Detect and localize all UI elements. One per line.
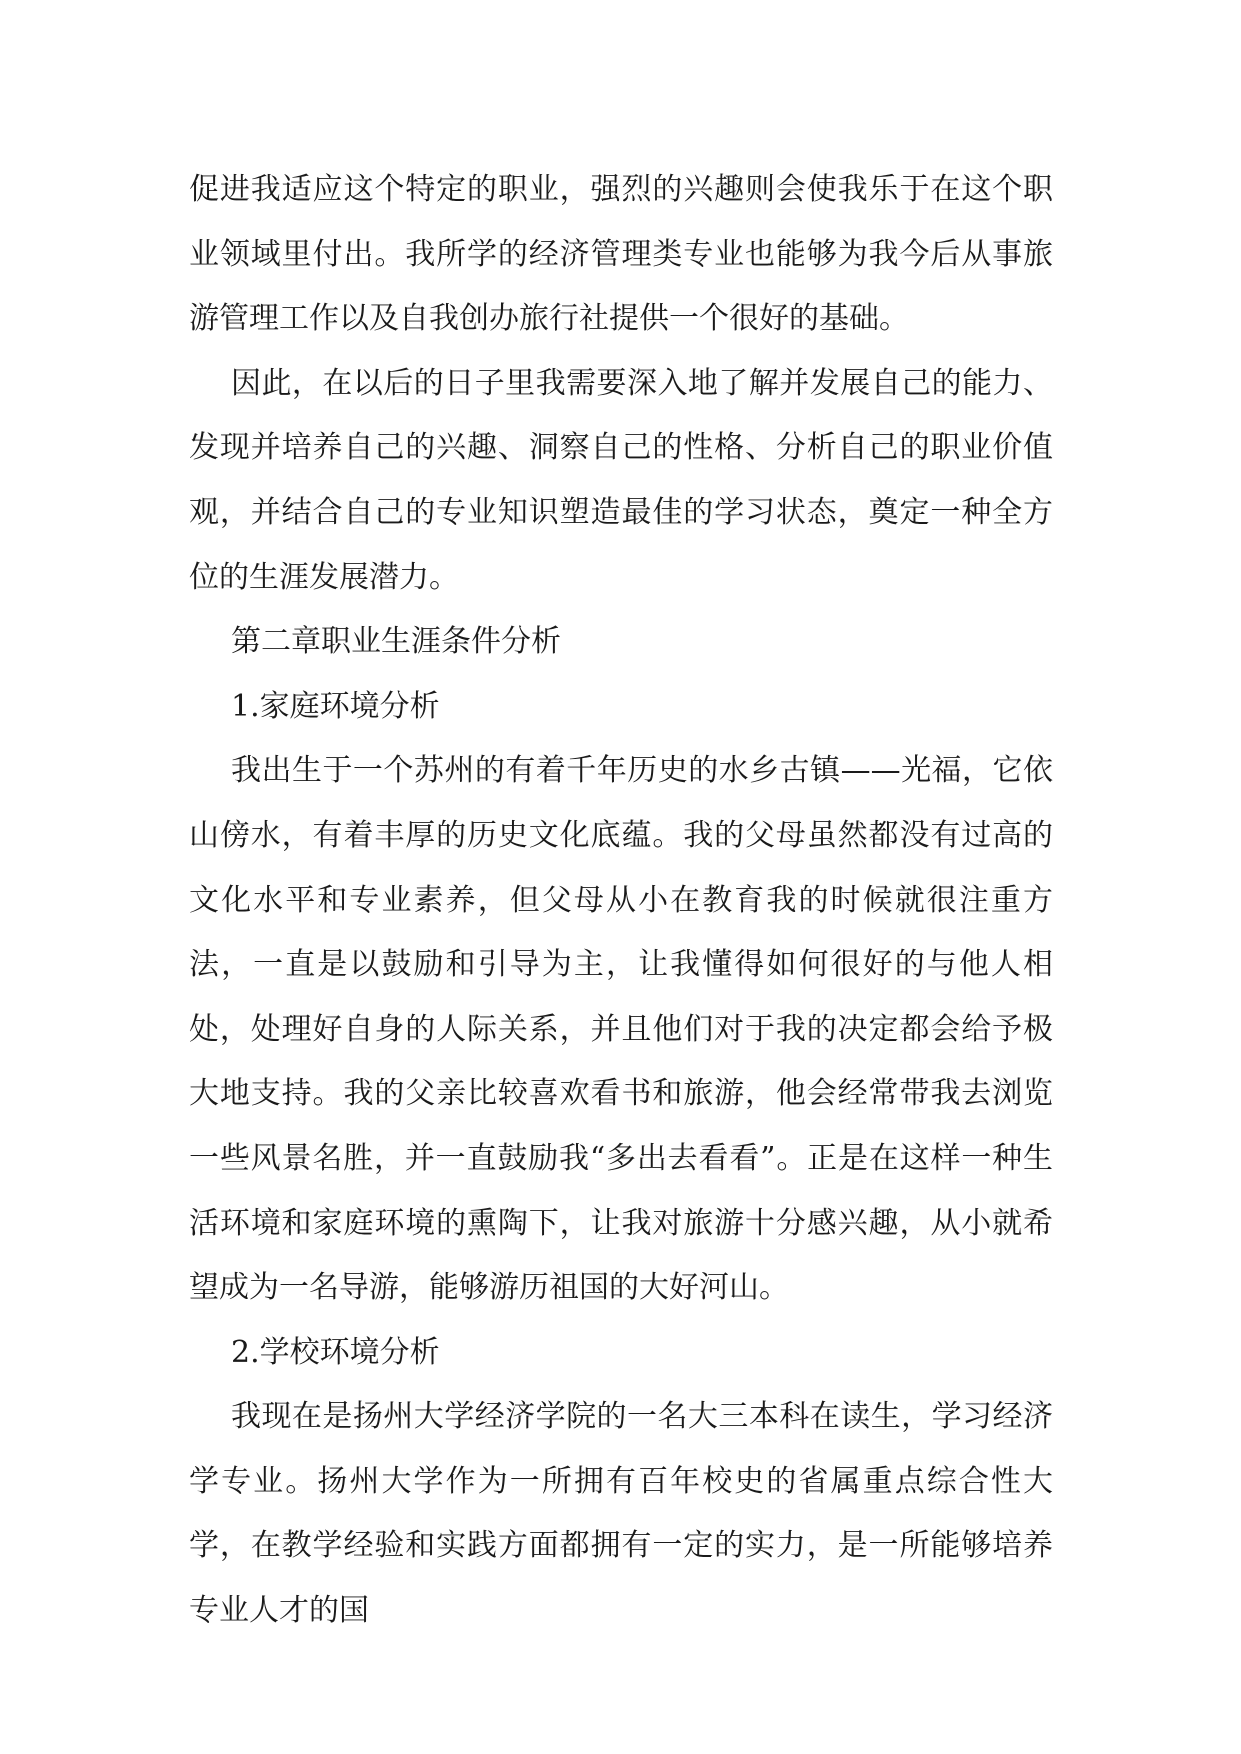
paragraph-school-environment: 我现在是扬州大学经济学院的一名大三本科在读生，学习经济学专业。扬州大学作为一所拥有百年校史的省属重点综合性大学，在教学经验和实践方面都拥有一定的实力，是一所能够培养专业人才的国 bbox=[189, 1399, 1053, 1629]
section-heading-school: 2.学校环境分析 bbox=[231, 1334, 440, 1370]
paragraph-family-environment: 我出生于一个苏州的有着千年历史的水乡古镇——光福，它依山傍水，有着丰厚的历史文化底蕴。我的父母虽然都没有过高的文化水平和专业素养，但父母从小在教育我的时候就很注重方法，一直是以鼓励和引导为主，让我懂得如何很好的与他人相处，处理好自身的人际关系，并且他们对于我的决定都会给予极大地支持。我的父亲比较喜欢看书和旅游，他会经常带我去浏览一些风景名胜，并一直鼓励我“多出去看看”。正是在这样一种生活环境和家庭环境的熏陶下，让我对旅游十分感兴趣，从小就希望成为一名导游，能够游历祖国的大好河山。 bbox=[189, 753, 1053, 1306]
document-body bbox=[189, 158, 1053, 1644]
chapter-heading: 第二章职业生涯条件分析 bbox=[231, 624, 561, 660]
paragraph-conclusion: 因此，在以后的日子里我需要深入地了解并发展自己的能力、发现并培养自己的兴趣、洞察自己的性格、分析自己的职业价值观，并结合自己的专业知识塑造最佳的学习状态，奠定一种全方位的生涯发展潜力。 bbox=[189, 365, 1053, 595]
paragraph-continuation: 促进我适应这个特定的职业，强烈的兴趣则会使我乐于在这个职业领域里付出。我所学的经济管理类专业也能够为我今后从事旅游管理工作以及自我创办旅行社提供一个很好的基础。 bbox=[189, 172, 1053, 337]
section-heading-family: 1.家庭环境分析 bbox=[231, 688, 440, 724]
